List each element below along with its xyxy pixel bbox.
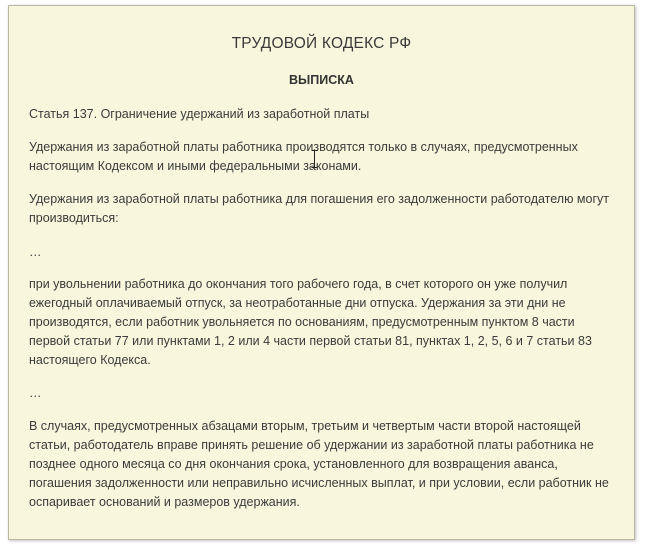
- paragraph: при увольнении работника до окончания того рабочего года, в счет которого он уже получил ежегодный оплачиваемый отпуск, за неотработанные дни отпуска. Удержания за эти дни не производятся, если работник увольняется по основаниям, предусмотренным пунктом 8 части первой статьи 77 или пунктами 1, 2 или 4 части первой статьи 81, пунктах 1, 2, 5, 6 и 7 статьи 83 настоящего Кодекса.: [29, 277, 592, 367]
- text-cursor-icon: [311, 150, 318, 168]
- document-panel: [8, 5, 635, 540]
- paragraph: Удержания из заработной платы работника для погашения его задолженности работодателю могут производиться:: [29, 192, 610, 225]
- ellipsis-paragraph: …: [29, 245, 42, 259]
- document-subtitle: ВЫПИСКА: [289, 73, 354, 87]
- article-heading: Статья 137. Ограничение удержаний из заработной платы: [29, 107, 370, 121]
- document-title: ТРУДОВОЙ КОДЕКС РФ: [231, 35, 412, 52]
- paragraph: В случаях, предусмотренных абзацами вторым, третьим и четвертым части второй настоящей статьи, работодатель вправе принять решение об удержании из заработной платы работника не позднее одного месяца со дня окончания срока, установленного для возвращения аванса, погашения задолженности или неправильно исчисленных выплат, и при условии, если работник не оспаривает оснований и размеров удержания.: [29, 419, 609, 509]
- paragraph: Удержания из заработной платы работника производятся только в случаях, предусмотренных настоящим Кодексом и иными федеральными законами.: [29, 140, 578, 173]
- ellipsis-paragraph: …: [29, 386, 42, 400]
